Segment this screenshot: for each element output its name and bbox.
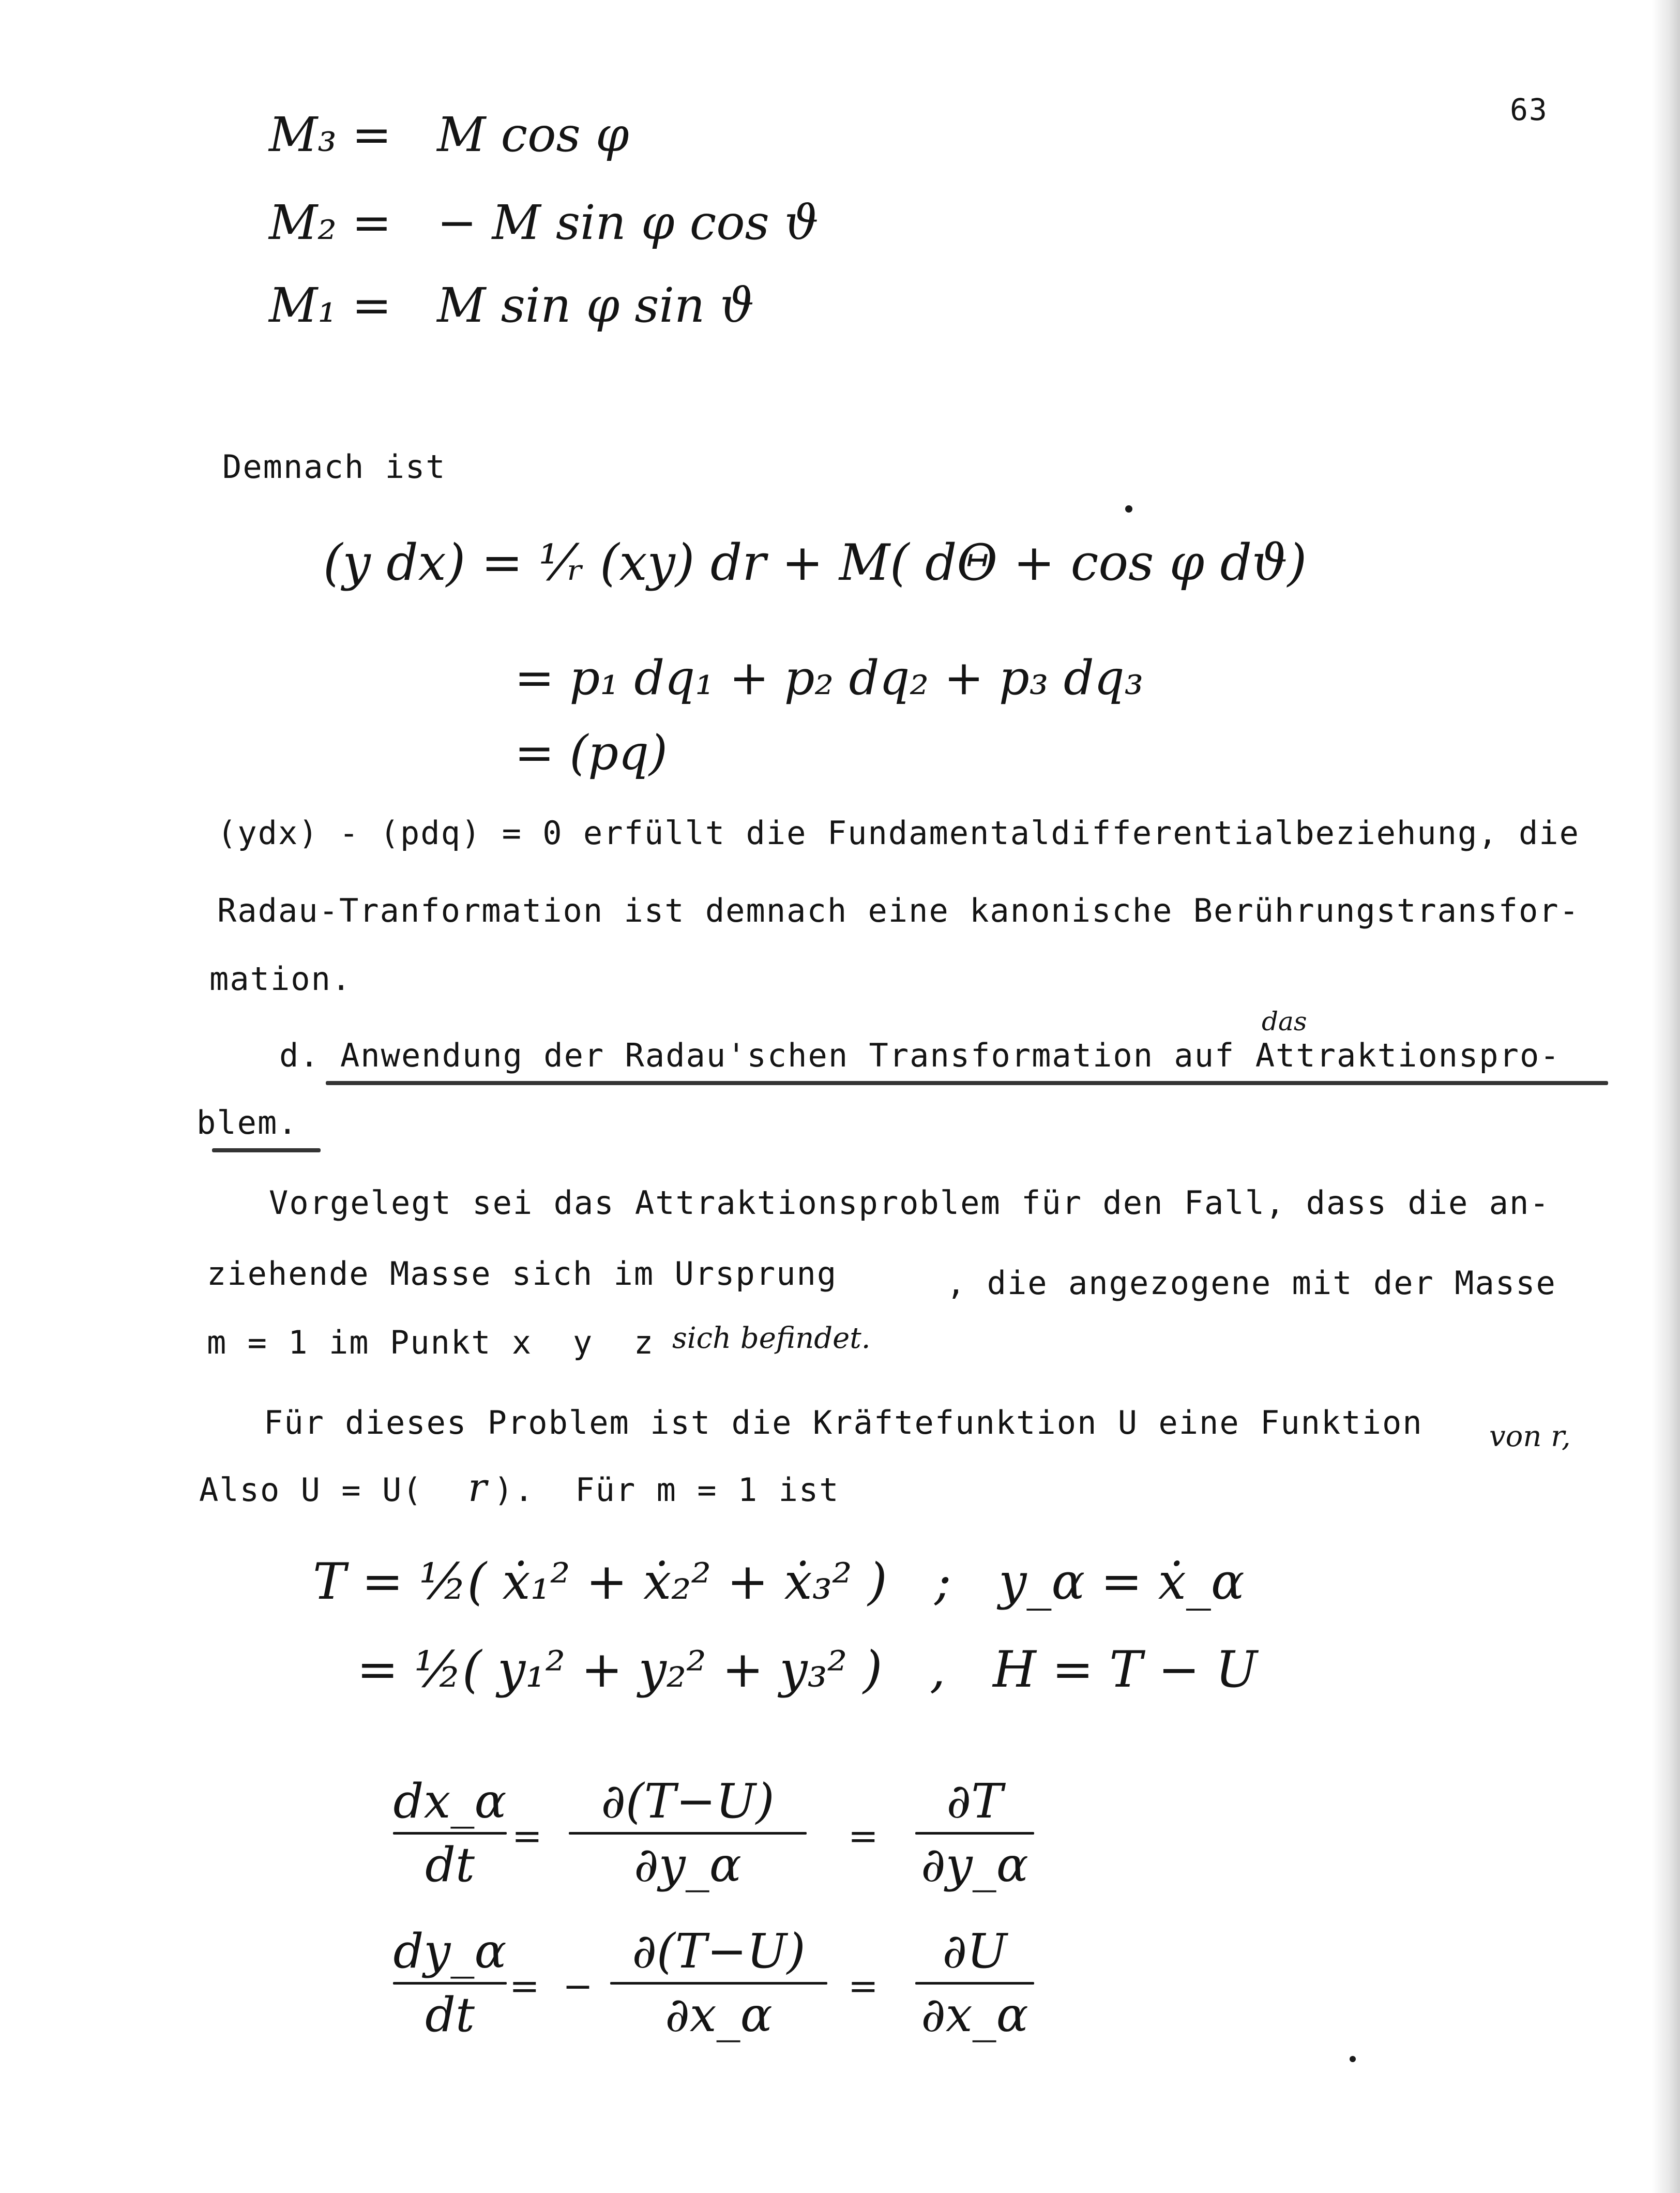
equals-sign: = — [512, 1815, 542, 1857]
fraction-numerator: ∂U — [942, 1924, 1007, 1979]
fraction-numerator: dy_α — [393, 1924, 507, 1979]
fraction-partial-U-x — [915, 1924, 1034, 2042]
fraction-numerator: ∂(T−U) — [632, 1924, 806, 1979]
ink-dot — [1125, 505, 1132, 513]
equals-sign: = — [848, 1815, 879, 1857]
fraction-bar — [610, 1982, 827, 1985]
section-heading-line1: d. Anwendung der Radau'schen Transformation auf Attraktionspro- — [279, 1037, 1561, 1074]
para2-line1: Vorgelegt sei das Attraktionsproblem für den Fall, dass die an- — [269, 1184, 1550, 1222]
fraction-denominator: ∂x_α — [665, 1987, 773, 2042]
equals-minus-sign: = − — [509, 1965, 593, 2007]
para3-line1a: Für dieses Problem ist die Kräftefunktion U eine Funktion — [264, 1404, 1423, 1441]
page-number: 63 — [1510, 92, 1548, 127]
para3-line2c: ). Für m = 1 ist — [494, 1471, 840, 1509]
section-heading-underline-2 — [212, 1148, 321, 1152]
fraction-denominator: ∂y_α — [921, 1837, 1028, 1892]
section-heading-underline — [326, 1081, 1608, 1085]
formula-m1: M₁ = M sin φ sin ϑ — [269, 278, 754, 333]
fraction-dx-dt — [393, 1774, 507, 1892]
page-edge-shadow — [1652, 0, 1680, 2193]
para3-handwritten-von-r: von r, — [1489, 1420, 1571, 1453]
fraction-denominator: dt — [425, 1837, 475, 1892]
para2-line2a: ziehende Masse sich im Ursprung — [207, 1255, 838, 1293]
fraction-numerator: dx_α — [393, 1774, 507, 1829]
para1-line2: Radau-Tranformation ist demnach eine kanonische Berührungstransfor- — [217, 892, 1580, 929]
para2-line3a: m = 1 im Punkt x y z — [207, 1324, 655, 1361]
para2-handwritten-ending: sich befindet. — [672, 1321, 871, 1355]
formula-m2: M₂ = − M sin φ cos ϑ — [269, 195, 819, 250]
para3-handwritten-r: r — [468, 1464, 487, 1510]
equation-ydx-line3: = (pq) — [514, 725, 668, 780]
fraction-dy-dt — [393, 1924, 507, 2042]
para3-line2a: Also U = U( — [199, 1471, 423, 1509]
formula-m3: M₃ = M cos φ — [269, 107, 629, 162]
para1-line3: mation. — [209, 960, 352, 998]
fraction-bar — [569, 1832, 807, 1835]
demnach-text: Demnach ist — [222, 448, 446, 486]
fraction-denominator: ∂y_α — [634, 1837, 741, 1892]
equation-T-line1: T = ½( ẋ₁² + ẋ₂² + ẋ₃² ) ; y_α = ẋ_α — [313, 1553, 1245, 1611]
fraction-bar — [393, 1982, 507, 1985]
fraction-partial-T-y — [915, 1774, 1034, 1892]
fraction-partial-T-minus-U-y — [569, 1774, 807, 1892]
fraction-denominator: ∂x_α — [921, 1987, 1028, 2042]
fraction-numerator: ∂(T−U) — [601, 1774, 775, 1829]
fraction-bar — [915, 1832, 1034, 1835]
fraction-bar — [915, 1982, 1034, 1985]
equals-sign: = — [848, 1965, 879, 2007]
handwritten-insert-das: das — [1262, 1007, 1307, 1037]
equation-ydx-line1: (y dx) = ¹⁄ᵣ (xy) dr + M( dΘ + cos φ dϑ) — [323, 534, 1307, 592]
section-heading-line2: blem. — [196, 1104, 298, 1141]
fraction-numerator: ∂T — [946, 1774, 1003, 1829]
para2-line2b: , die angezogene mit der Masse — [946, 1264, 1556, 1302]
para1-line1: (ydx) - (pdq) = 0 erfüllt die Fundamentaldifferentialbeziehung, die — [217, 814, 1580, 852]
fraction-bar — [393, 1832, 507, 1835]
fraction-denominator: dt — [425, 1987, 475, 2042]
equation-ydx-line2: = p₁ dq₁ + p₂ dq₂ + p₃ dq₃ — [514, 650, 1144, 705]
equation-T-line2: = ½( y₁² + y₂² + y₃² ) , H = T − U — [357, 1641, 1258, 1699]
fraction-partial-T-minus-U-x — [610, 1924, 827, 2042]
ink-dot — [1350, 2056, 1356, 2062]
